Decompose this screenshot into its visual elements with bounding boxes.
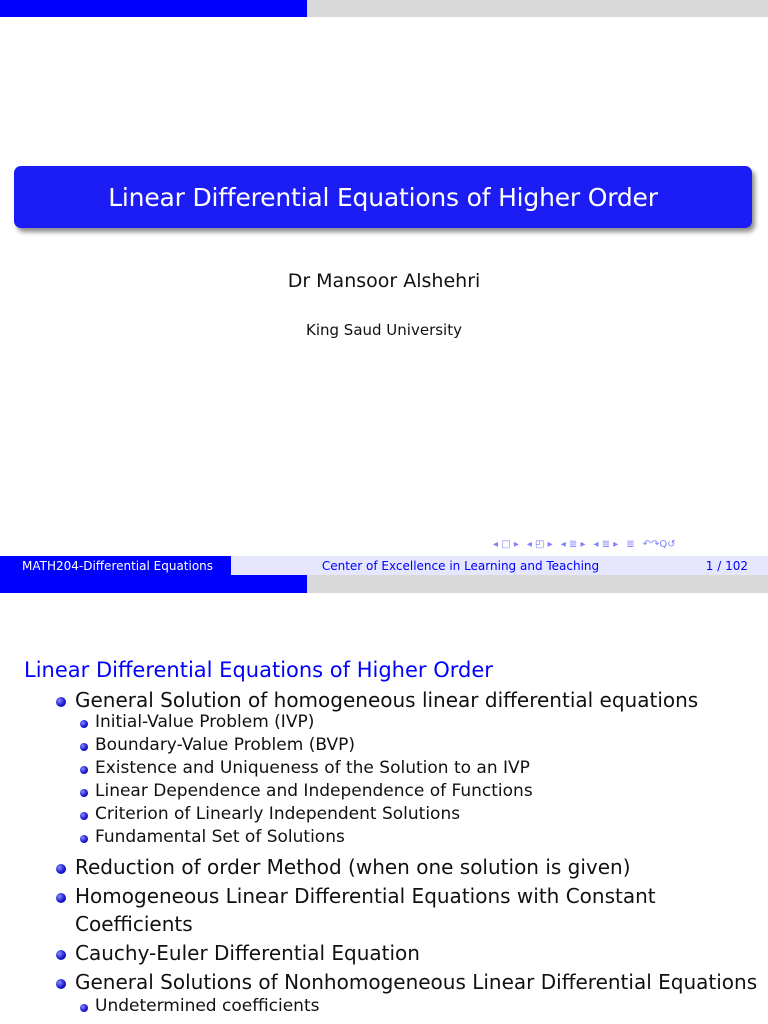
bullet-icon: [80, 835, 88, 843]
bullet-icon: [56, 950, 66, 960]
bullet-icon: [56, 864, 66, 874]
bullet-icon: [80, 812, 88, 820]
nav-frame-icon[interactable]: ◂ ◰ ▸: [526, 538, 553, 550]
bullet-icon: [80, 766, 88, 774]
bullet-icon: [80, 1004, 88, 1012]
list-item: General Solutions of Nonhomogeneous Linear Differential Equations: [75, 970, 758, 994]
page-number: 1 / 102: [705, 558, 748, 573]
bullet-icon: [56, 893, 66, 903]
nav-subsection-icon[interactable]: ◂ ≣ ▸: [560, 538, 586, 550]
nav-search-back-icon[interactable]: ↶↷Q↺: [642, 538, 676, 550]
slide1-header-bar-right: [307, 0, 768, 17]
list-item: Initial-Value Problem (IVP): [95, 712, 315, 732]
nav-document-icon[interactable]: ≣: [626, 538, 635, 550]
list-item: Homogeneous Linear Differential Equations with Constant: [75, 884, 656, 908]
footer-center-label: Center of Excellence in Learning and Teaching: [321, 558, 600, 573]
list-item: Cauchy-Euler Differential Equation: [75, 941, 420, 965]
bullet-icon: [80, 720, 88, 728]
title-box: [14, 166, 752, 228]
list-item: Fundamental Set of Solutions: [95, 827, 345, 847]
list-item: General Solution of homogeneous linear differential equations: [75, 688, 699, 712]
list-item: Reduction of order Method (when one solution is given): [75, 855, 631, 879]
beamer-navigation-bar: [489, 537, 680, 551]
nav-slide-icon[interactable]: ◂ □ ▸: [493, 538, 519, 550]
bullet-icon: [80, 743, 88, 751]
list-item: Criterion of Linearly Independent Solutions: [95, 804, 461, 824]
slide2-header-bar-right: [307, 575, 768, 593]
institute-name: King Saud University: [306, 321, 462, 339]
footer-course-label: MATH204-Differential Equations: [22, 558, 214, 573]
list-item: Undetermined coefficients: [95, 996, 320, 1016]
bullet-icon: [56, 979, 66, 989]
nav-section-icon[interactable]: ◂ ≣ ▸: [593, 538, 619, 550]
author-name: Dr Mansoor Alshehri: [287, 270, 481, 292]
list-item: Linear Dependence and Independence of Functions: [95, 781, 533, 801]
presentation-title: Linear Differential Equations of Higher Order: [108, 182, 658, 212]
bullet-icon: [56, 697, 66, 707]
frame-title: Linear Differential Equations of Higher Order: [24, 658, 493, 682]
slide2-header-bar-left: [0, 575, 307, 593]
footer-page: [690, 556, 768, 575]
list-item: Boundary-Value Problem (BVP): [95, 735, 355, 755]
footer-center: [231, 556, 690, 575]
slide1-header-bar-left: [0, 0, 307, 17]
footer-course: [0, 556, 231, 575]
list-item: Existence and Uniqueness of the Solution to an IVP: [95, 758, 530, 778]
list-item-continuation: Coefficients: [75, 912, 193, 936]
bullet-icon: [80, 789, 88, 797]
